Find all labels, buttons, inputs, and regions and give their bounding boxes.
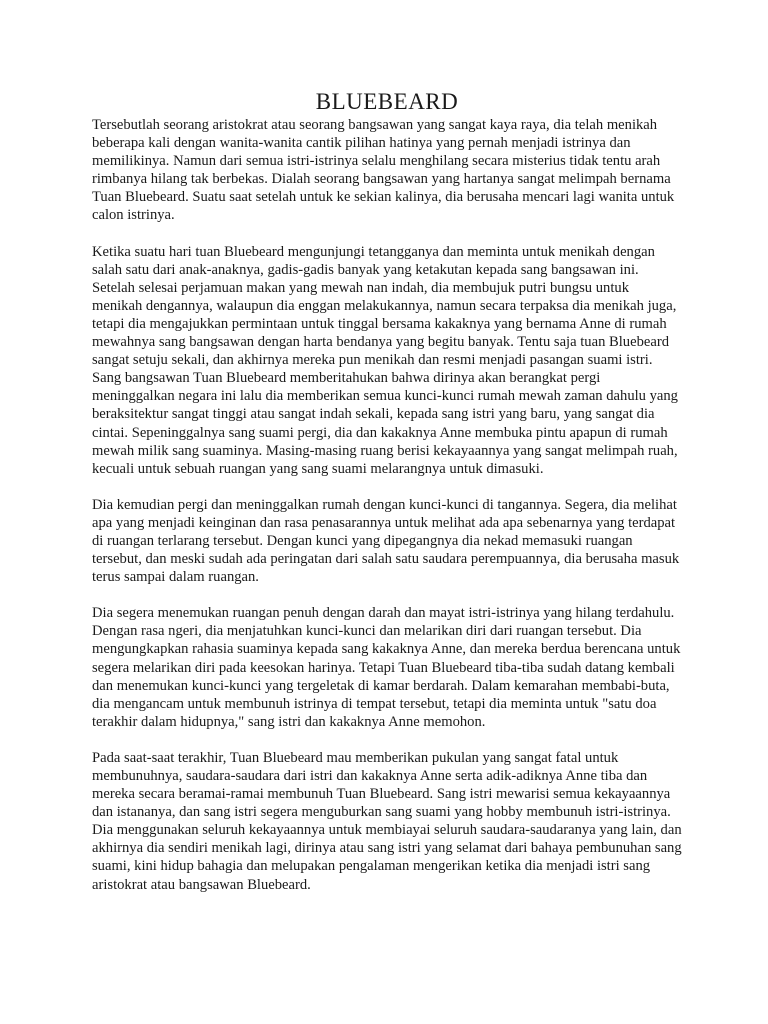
paragraph-6: Pada saat-saat terakhir, Tuan Bluebeard mau memberikan pukulan yang sangat fatal untuk membunuhnya, saudara-saudara dari istri dan kakaknya Anne serta adik-adiknya Anne tiba dan mereka secara beramai-ramai membunuh Tuan Bluebeard. Sang istri mewarisi semua kekayaannya dan istananya, dan sang istri segera menguburkan sang suami yang hobby membunuh istri-istrinya. Dia menggunakan seluruh kekayaannya untuk membiayai seluruh saudara-saudaranya yang lain, dan akhirnya dia sendiri menikah lagi, dirinya atau sang istri yang selamat dari bahaya pembunuhan sang suami, kini hidup bahagia dan melupakan pengalaman mengerikan ketika dia menjadi istri sang aristokrat atau bangsawan Bluebeard. xyxy=(92,749,682,893)
document-title: BLUEBEARD xyxy=(315,89,459,114)
paragraph-spacer xyxy=(92,731,682,749)
paragraph-4: Dia kemudian pergi dan meninggalkan rumah dengan kunci-kunci di tangannya. Segera, dia melihat apa yang menjadi keinginan dan rasa penasarannya untuk melihat ada apa sebenarnya yang terdapat di ruangan terlarang tersebut. Dengan kunci yang dipegangnya dia nekad memasuki ruangan tersebut, dan meski sudah ada peringatan dari salah satu saudara perempuannya, dia berusaha masuk terus sampai dalam ruangan. xyxy=(92,496,680,586)
paragraph-2: Ketika suatu hari tuan Bluebeard mengunjungi tetangganya dan meminta untuk menikah dengan salah satu dari anak-anaknya, gadis-gadis banyak yang ketakutan kepada sang bangsawan ini. Setelah selesai perjamuan makan yang mewah nan indah, dia membujuk putri bungsu untuk menikah dengannya, walaupun dia enggan melakukannya, namun secara terpaksa dia menikah juga, tetapi dia mengajukkan permintaan untuk tinggal bersama kakaknya yang bernama Anne di rumah mewahnya sang bangsawan dengan harta bendanya yang begitu banyak. Tentu saja tuan Bluebeard sangat setuju sekali, dan akhirnya mereka pun menikah dan resmi menjadi pasangan suami istri. xyxy=(92,243,677,369)
paragraph-spacer xyxy=(92,478,682,496)
paragraph-spacer xyxy=(92,586,682,604)
paragraph-spacer xyxy=(92,225,682,243)
paragraph-3: Sang bangsawan Tuan Bluebeard memberitahukan bahwa dirinya akan berangkat pergi meninggalkan negara ini lalu dia memberikan semua kunci-kunci rumah mewah zaman dahulu yang beraksitektur sangat tinggi atau sangat indah sekali, kepada sang istri yang baru, yang sangat dia cintai. Sepeninggalnya sang suami pergi, dia dan kakaknya Anne membuka pintu apapun di rumah mewah milik sang suaminya. Masing-masing ruang berisi kekayaannya yang sangat melimpah ruah, kecuali untuk sebuah ruangan yang sang suami melarangnya untuk dimasuki. xyxy=(92,370,678,477)
paragraph-1: Tersebutlah seorang aristokrat atau seorang bangsawan yang sangat kaya raya, dia telah menikah beberapa kali dengan wanita-wanita cantik pilihan hatinya yang pernah menjadi istrinya dan memilikinya. Namun dari semua istri-istrinya selalu menghilang secara misterius tidak tentu arah rimbanya hilang tak berbekas. Dialah seorang bangsawan yang hartanya sangat melimpah bernama Tuan Bluebeard. Suatu saat setelah untuk ke sekian kalinya, dia berusaha mencari lagi wanita untuk calon istrinya. xyxy=(92,117,675,224)
paragraph-5: Dia segera menemukan ruangan penuh dengan darah dan mayat istri-istrinya yang hilang terdahulu. Dengan rasa ngeri, dia menjatuhkan kunci-kunci dan melarikan diri dari ruangan tersebut. Dia mengungkapkan rahasia suaminya kepada sang kakaknya Anne, dan mereka berdua berencana untuk segera melarikan diri pada keesokan harinya. Tetapi Tuan Bluebeard tiba-tiba sudah datang kembali dan menemukan kunci-kunci yang tergeletak di kamar berdarah. Dalam kemarahan membabi-buta, dia mengancam untuk membunuh istrinya di tempat tersebut, tetapi dia meminta untuk "satu doa terakhir dalam hidupnya," sang istri dan kakaknya Anne memohon. xyxy=(92,605,681,730)
document-page xyxy=(92,88,682,894)
